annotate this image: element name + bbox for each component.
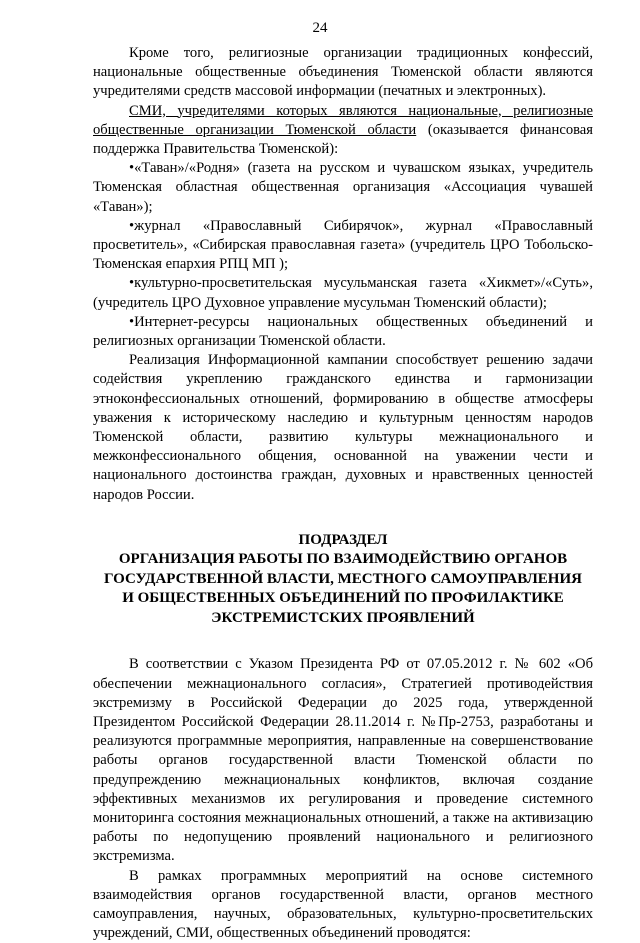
page-number: 24 (312, 20, 328, 36)
smi-rest-text: (оказывается финансовая поддержка Правительства Тюменской): (93, 121, 593, 158)
bullet-item: •журнал «Православный Сибирячок», журнал «Православный просветитель», «Сибирская православная газета» (учредитель ЦРО Тобольско-Тюменская епархия РПЦ МП ); (93, 217, 593, 273)
paragraph-presidential-decree: В соответствии с Указом Президента РФ от 07.05.2012 г. № 602 «Об обеспечении межнационального согласия», Стратегией противодействия экстремизму в Российской Федерации до 2025 года, утвержденной Президентом Российской Федерации 28.11.2014 г. №Пр-2753, разработаны и реализуются программные мероприятия, направленные на совершенствование работы органов государственной власти Тюменской области по предупреждению межнациональных конфликтов, включая создание эффективных механизмов их регулирования и проведение системного мониторинга состояния межнациональных отношений, а также на активизацию работы по недопущению проявлений национального и религиозного экстремизма. (93, 656, 593, 865)
paragraph-program-measures: В рамках программных мероприятий на основе системного взаимодействия органов государственной власти, органов местного самоуправления, научных, образовательных, культурно-просветительских учреждений, СМИ, общественных объединений проводятся: (93, 867, 593, 942)
paragraph-information-campaign: Реализация Информационной кампании способствует решению задачи содействия укреплению гражданского единства и гармонизации этноконфессиональных отношений, формированию в обществе атмосферы уважения к историческому наследию и культурным ценностям народов Тюменской области, развитию культуры межнационального и межконфессионального общения, основанной на уважении чести и национального достоинства граждан, духовных и нравственных ценностей народов России. (93, 352, 593, 503)
heading-line: ОРГАНИЗАЦИЯ РАБОТЫ ПО ВЗАИМОДЕЙСТВИЮ ОРГАНОВ (118, 551, 568, 568)
document-body (93, 44, 593, 943)
paragraph-smi (93, 102, 593, 160)
section-heading (93, 531, 593, 629)
bullet-item: •Интернет-ресурсы национальных общественных объединений и религиозных организации Тюменской области. (93, 313, 593, 350)
heading-line: И ОБЩЕСТВЕННЫХ ОБЪЕДИНЕНИЙ ПО ПРОФИЛАКТИКЕ (122, 590, 564, 607)
smi-underlined-text: СМИ, учредителями которых являются национальные, религиозные общественные организации Тюменской области (93, 102, 593, 138)
bullet-item: •культурно-просветительская мусульманская газета «Хикмет»/«Суть», (учредитель ЦРО Духовное управление мусульман Тюменский области); (93, 275, 593, 311)
paragraph-religious-organizations: Кроме того, религиозные организации традиционных конфессий, национальные общественные объединения Тюменской области являются учредителями средств массовой информации (печатных и электронных). (93, 45, 593, 100)
heading-line: ГОСУДАРСТВЕННОЙ ВЛАСТИ, МЕСТНОГО САМОУПРАВЛЕНИЯ (104, 570, 582, 587)
bullet-item: •«Таван»/«Родня» (газета на русском и чувашском языках, учредитель Тюменская областная общественная организация «Ассоциация чувашей «Таван»); (93, 160, 593, 215)
heading-line: ПОДРАЗДЕЛ (298, 531, 388, 548)
heading-line: ЭКСТРЕМИСТСКИХ ПРОЯВЛЕНИЙ (211, 609, 475, 626)
